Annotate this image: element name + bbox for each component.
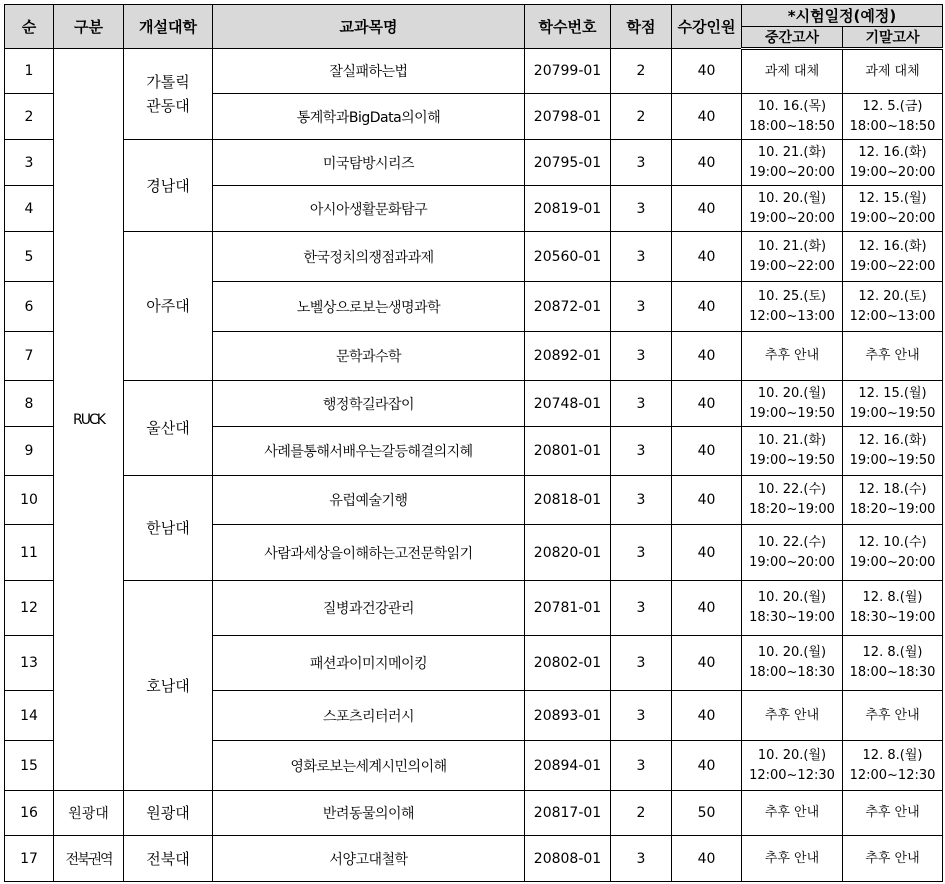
row-number: 10 [5, 476, 54, 525]
course-name: 한국정치의쟁점과과제 [213, 232, 525, 282]
enrollment: 40 [672, 636, 742, 691]
exam-date: 12. 5.(금) [862, 98, 923, 114]
course-code: 20818-01 [525, 476, 611, 525]
midterm-exam [742, 49, 843, 94]
exam-time: 18:00~18:30 [749, 665, 835, 680]
university-cell: 울산대 [124, 381, 213, 476]
credits: 3 [611, 140, 672, 186]
course-name: 노벨상으로보는생명과학 [213, 282, 525, 332]
midterm-exam [742, 741, 843, 791]
course-code: 20894-01 [525, 741, 611, 791]
enrollment: 40 [672, 94, 742, 140]
exam-date: 12. 10.(수) [858, 534, 927, 550]
course-code: 20820-01 [525, 525, 611, 581]
university-cell: 전북대 [124, 836, 213, 882]
midterm-exam [742, 186, 843, 232]
final-exam [843, 94, 943, 140]
header-no: 순 [5, 5, 54, 49]
enrollment: 40 [672, 282, 742, 332]
row-number: 2 [5, 94, 54, 140]
course-code: 20560-01 [525, 232, 611, 282]
course-code: 20799-01 [525, 49, 611, 94]
credits: 3 [611, 636, 672, 691]
exam-time: 19:00~20:00 [749, 554, 835, 570]
exam-date: 10. 20.(월) [757, 590, 827, 605]
course-code: 20872-01 [525, 282, 611, 332]
exam-time: 12:00~13:00 [849, 308, 936, 324]
course-code: 20808-01 [525, 836, 611, 882]
midterm-exam [742, 636, 843, 691]
exam-time: 19:00~22:00 [849, 258, 936, 274]
row-number: 11 [5, 525, 54, 581]
exam-time: 18:20~19:00 [849, 502, 936, 517]
final-exam [843, 691, 943, 741]
enrollment: 40 [672, 140, 742, 186]
midterm-exam [742, 381, 843, 427]
exam-date: 12. 8.(월) [862, 645, 923, 660]
row-number: 12 [5, 581, 54, 636]
category-cell: 전북권역 [54, 836, 124, 882]
midterm-exam [742, 525, 843, 581]
enrollment: 40 [672, 332, 742, 381]
credits: 3 [611, 381, 672, 427]
course-schedule-table [4, 4, 943, 882]
course-code: 20801-01 [525, 427, 611, 476]
course-code: 20802-01 [525, 636, 611, 691]
credits: 3 [611, 476, 672, 525]
exam-date: 12. 8.(월) [862, 590, 923, 605]
exam-date: 10. 20.(월) [757, 747, 827, 763]
exam-date: 추후 안내 [865, 850, 920, 866]
table-row [5, 791, 943, 836]
university-cell: 원광대 [124, 791, 213, 836]
course-name: 반려동물의이해 [213, 791, 525, 836]
exam-date: 12. 18.(수) [858, 482, 927, 497]
credits: 3 [611, 282, 672, 332]
course-code: 20817-01 [525, 791, 611, 836]
credits: 2 [611, 791, 672, 836]
exam-time: 19:00~19:50 [849, 453, 936, 468]
course-name: 행정학길라잡이 [213, 381, 525, 427]
header-enrollment: 수강인원 [672, 5, 742, 49]
exam-date: 추후 안내 [865, 707, 920, 723]
credits: 2 [611, 49, 672, 94]
credits: 3 [611, 427, 672, 476]
midterm-exam [742, 94, 843, 140]
enrollment: 40 [672, 691, 742, 741]
final-exam [843, 282, 943, 332]
course-code: 20781-01 [525, 581, 611, 636]
course-code: 20893-01 [525, 691, 611, 741]
header-final: 기말고사 [843, 27, 943, 49]
table-row [5, 581, 943, 636]
table-row [5, 836, 943, 882]
final-exam [843, 381, 943, 427]
enrollment: 40 [672, 476, 742, 525]
course-code: 20892-01 [525, 332, 611, 381]
exam-date: 12. 20.(토) [858, 288, 927, 304]
row-number: 8 [5, 381, 54, 427]
enrollment: 40 [672, 232, 742, 282]
row-number: 4 [5, 186, 54, 232]
header-category: 구분 [54, 5, 124, 49]
midterm-exam [742, 691, 843, 741]
exam-time: 19:00~20:00 [849, 554, 936, 570]
exam-time: 19:00~20:00 [749, 210, 835, 226]
course-name: 사례를통해서배우는갈등해결의지혜 [213, 427, 525, 476]
header-course-code: 학수번호 [525, 5, 611, 49]
course-code: 20795-01 [525, 140, 611, 186]
final-exam [843, 636, 943, 691]
exam-date: 10. 25.(토) [757, 288, 827, 304]
course-name: 스포츠리터러시 [213, 691, 525, 741]
table-body [5, 49, 943, 882]
credits: 3 [611, 332, 672, 381]
row-number: 13 [5, 636, 54, 691]
course-name: 영화로보는세계시민의이해 [213, 741, 525, 791]
exam-time: 19:00~20:00 [749, 164, 835, 180]
exam-date: 10. 22.(수) [757, 534, 827, 550]
final-exam [843, 741, 943, 791]
course-code: 20798-01 [525, 94, 611, 140]
final-exam [843, 332, 943, 381]
university-cell: 경남대 [124, 140, 213, 232]
exam-date: 10. 22.(수) [757, 482, 827, 497]
header-credits: 학점 [611, 5, 672, 49]
row-number: 14 [5, 691, 54, 741]
exam-time: 19:00~22:00 [749, 258, 835, 274]
exam-time: 12:00~13:00 [749, 308, 835, 324]
final-exam [843, 186, 943, 232]
final-exam [843, 140, 943, 186]
table-row [5, 232, 943, 282]
exam-time: 18:30~19:00 [749, 610, 835, 625]
row-number: 7 [5, 332, 54, 381]
final-exam [843, 232, 943, 282]
course-name: 통계학과BigData의이해 [213, 94, 525, 140]
row-number: 1 [5, 49, 54, 94]
exam-time: 18:30~19:00 [849, 610, 936, 625]
midterm-exam [742, 332, 843, 381]
course-name: 사람과세상을이해하는고전문학읽기 [213, 525, 525, 581]
exam-time: 19:00~20:00 [849, 164, 936, 180]
university-cell: 호남대 [124, 581, 213, 791]
exam-date: 10. 21.(화) [757, 238, 827, 254]
midterm-exam [742, 282, 843, 332]
credits: 3 [611, 581, 672, 636]
exam-date: 12. 16.(화) [858, 144, 927, 160]
final-exam [843, 525, 943, 581]
exam-date: 12. 15.(월) [858, 385, 927, 401]
row-number: 15 [5, 741, 54, 791]
exam-time: 18:00~18:50 [749, 118, 835, 134]
exam-time: 18:00~18:30 [849, 665, 936, 680]
exam-time: 19:00~19:50 [849, 405, 936, 421]
final-exam [843, 49, 943, 94]
exam-date: 10. 20.(월) [757, 190, 827, 206]
course-name: 문학과수학 [213, 332, 525, 381]
course-name: 미국탐방시리즈 [213, 140, 525, 186]
exam-date: 추후 안내 [764, 805, 820, 820]
course-name: 유럽예술기행 [213, 476, 525, 525]
course-code: 20819-01 [525, 186, 611, 232]
exam-date: 과제 대체 [865, 63, 920, 79]
table-row [5, 140, 943, 186]
table-row [5, 381, 943, 427]
exam-date: 추후 안내 [764, 348, 820, 363]
credits: 3 [611, 741, 672, 791]
final-exam [843, 836, 943, 882]
exam-time: 18:20~19:00 [749, 502, 835, 517]
header-exam-schedule: *시험일정(예정) [742, 5, 943, 27]
enrollment: 40 [672, 381, 742, 427]
exam-date: 10. 21.(화) [757, 433, 827, 448]
exam-date: 12. 16.(화) [858, 238, 927, 254]
exam-date: 과제 대체 [764, 63, 820, 79]
enrollment: 40 [672, 525, 742, 581]
midterm-exam [742, 581, 843, 636]
category-cell: 원광대 [54, 791, 124, 836]
credits: 2 [611, 94, 672, 140]
exam-date: 추후 안내 [764, 707, 820, 723]
header-course-name: 교과목명 [213, 5, 525, 49]
exam-date: 12. 16.(화) [858, 433, 927, 448]
row-number: 17 [5, 836, 54, 882]
enrollment: 50 [672, 791, 742, 836]
credits: 3 [611, 186, 672, 232]
enrollment: 40 [672, 836, 742, 882]
exam-time: 19:00~20:00 [849, 210, 936, 226]
row-number: 6 [5, 282, 54, 332]
exam-time: 12:00~12:30 [749, 767, 835, 783]
row-number: 16 [5, 791, 54, 836]
credits: 3 [611, 691, 672, 741]
midterm-exam [742, 232, 843, 282]
exam-date: 10. 16.(목) [757, 98, 827, 114]
exam-date: 추후 안내 [764, 850, 820, 866]
enrollment: 40 [672, 427, 742, 476]
exam-date: 추후 안내 [865, 348, 920, 363]
midterm-exam [742, 427, 843, 476]
enrollment: 40 [672, 186, 742, 232]
enrollment: 40 [672, 49, 742, 94]
final-exam [843, 791, 943, 836]
enrollment: 40 [672, 741, 742, 791]
final-exam [843, 476, 943, 525]
exam-date: 추후 안내 [865, 805, 920, 820]
credits: 3 [611, 836, 672, 882]
final-exam [843, 581, 943, 636]
credits: 3 [611, 525, 672, 581]
exam-time: 18:00~18:50 [849, 118, 936, 134]
row-number: 3 [5, 140, 54, 186]
course-name: 아시아생활문화탐구 [213, 186, 525, 232]
midterm-exam [742, 836, 843, 882]
final-exam [843, 427, 943, 476]
row-number: 9 [5, 427, 54, 476]
table-row [5, 49, 943, 94]
university-cell: 한남대 [124, 476, 213, 581]
exam-time: 19:00~19:50 [749, 453, 835, 468]
course-name: 질병과건강관리 [213, 581, 525, 636]
exam-date: 10. 21.(화) [757, 144, 827, 160]
row-number: 5 [5, 232, 54, 282]
exam-date: 12. 15.(월) [858, 190, 927, 206]
course-name: 서양고대철학 [213, 836, 525, 882]
enrollment: 40 [672, 581, 742, 636]
table-row [5, 476, 943, 525]
course-name: 잘실패하는법 [213, 49, 525, 94]
midterm-exam [742, 791, 843, 836]
header-university: 개설대학 [124, 5, 213, 49]
exam-time: 12:00~12:30 [849, 767, 936, 783]
header-midterm: 중간고사 [742, 27, 843, 49]
midterm-exam [742, 140, 843, 186]
category-cell: RUCK [54, 49, 124, 791]
course-code: 20748-01 [525, 381, 611, 427]
exam-date: 10. 20.(월) [757, 645, 827, 660]
university-cell: 가톨릭 관동대 [124, 49, 213, 140]
university-cell: 아주대 [124, 232, 213, 381]
exam-date: 12. 8.(월) [862, 747, 923, 763]
exam-time: 19:00~19:50 [749, 405, 835, 421]
course-name: 패션과이미지메이킹 [213, 636, 525, 691]
midterm-exam [742, 476, 843, 525]
exam-date: 10. 20.(월) [757, 385, 827, 401]
credits: 3 [611, 232, 672, 282]
